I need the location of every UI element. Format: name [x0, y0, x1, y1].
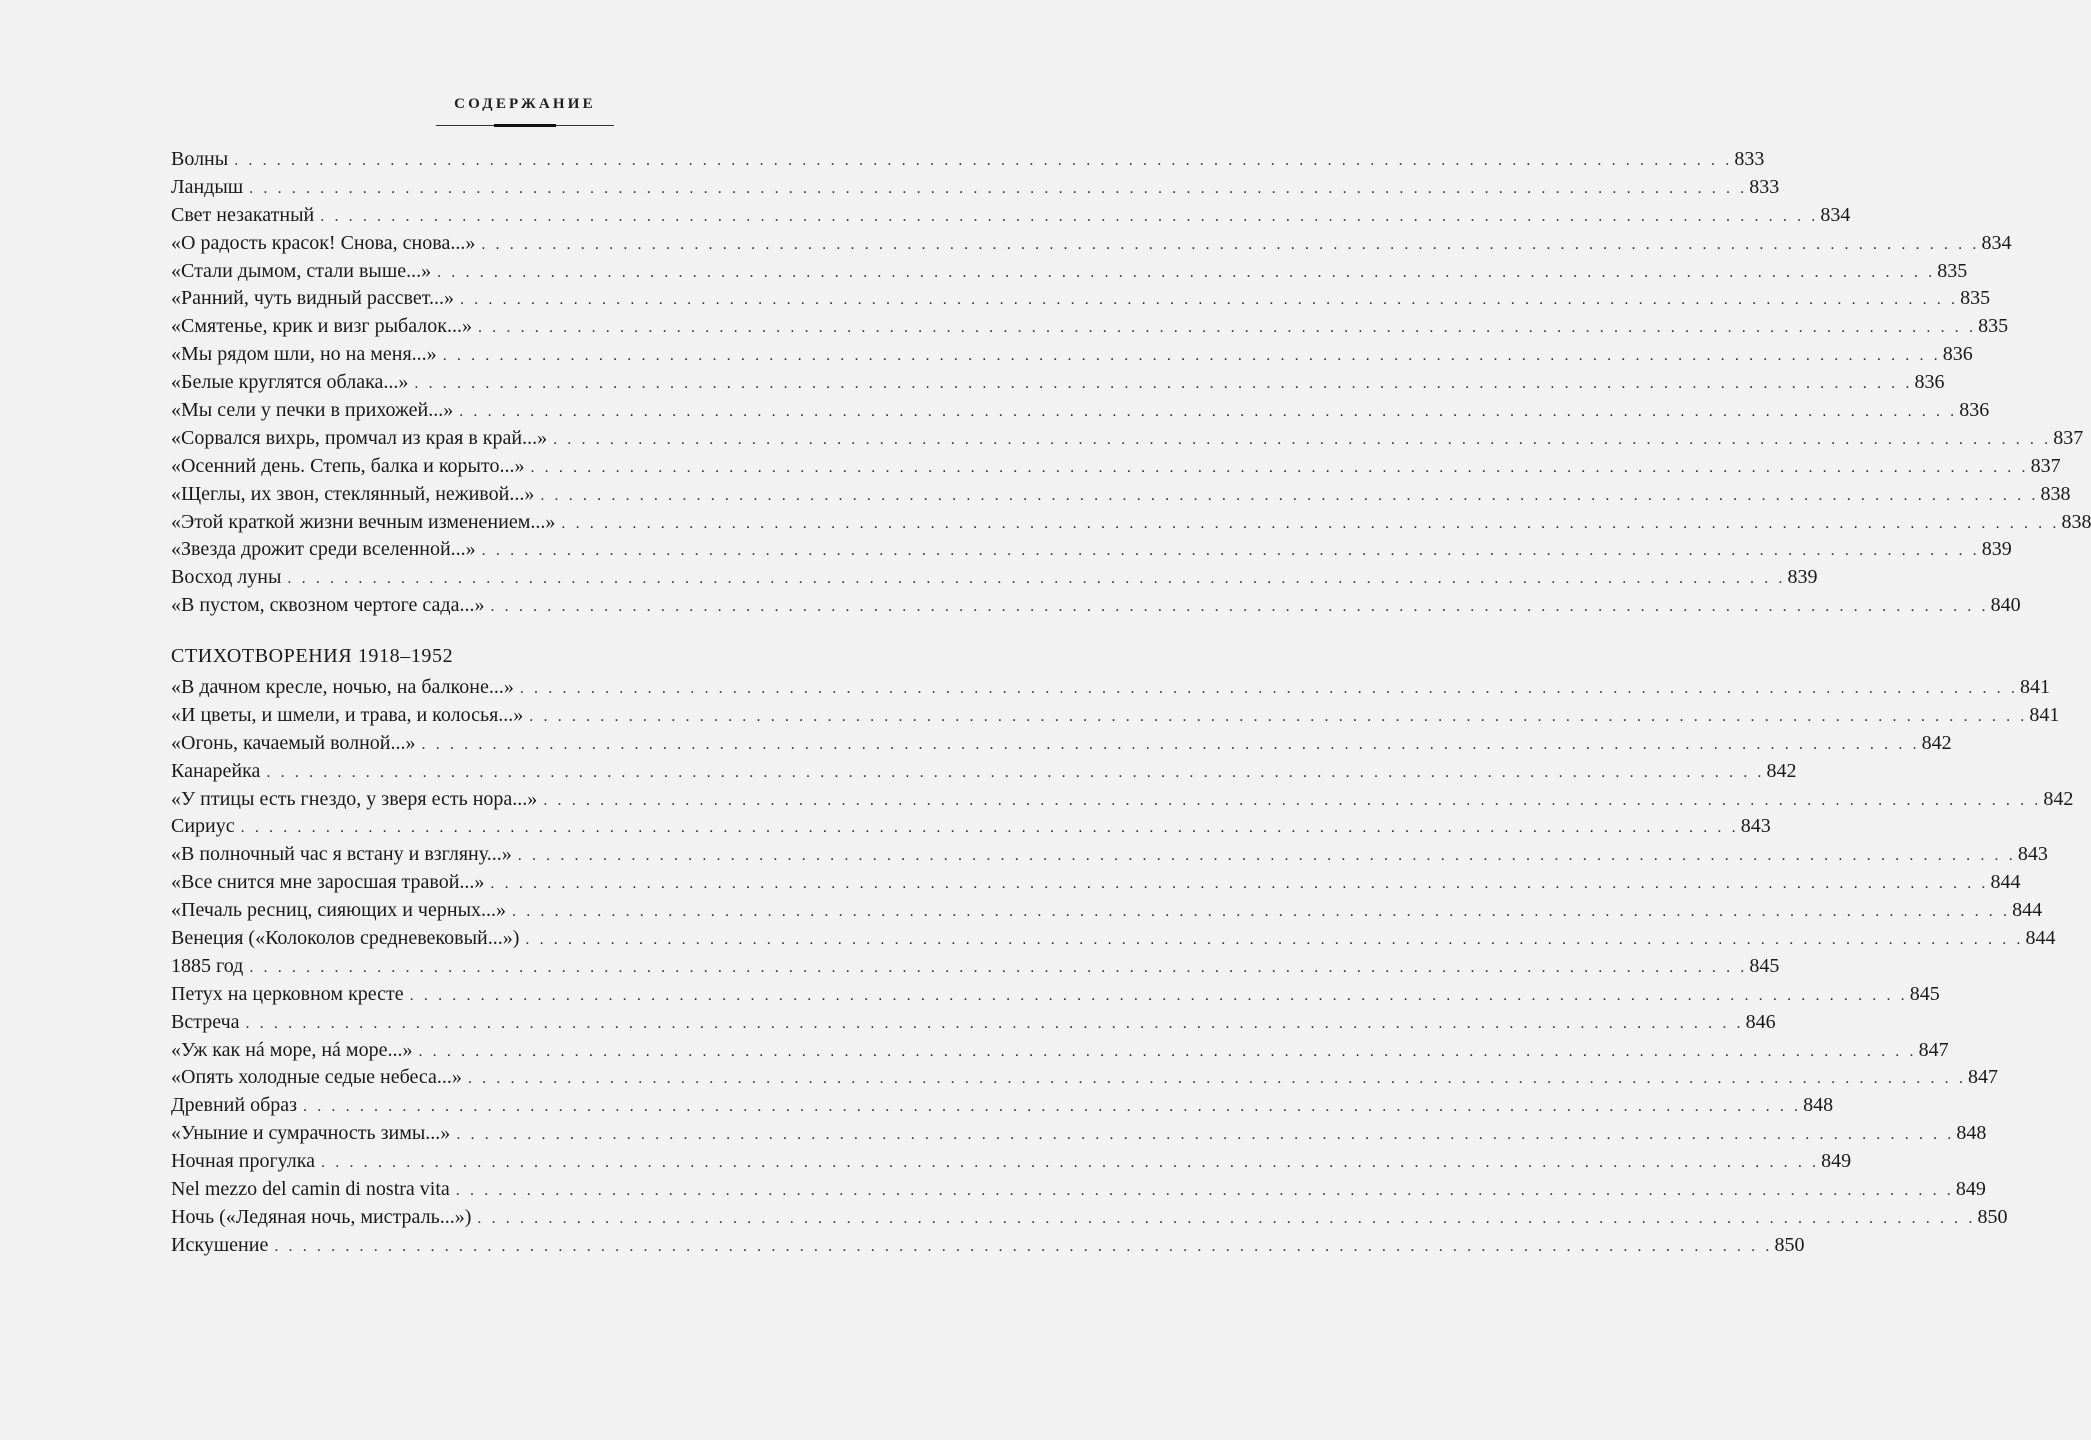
toc-entry-page: 833: [1749, 175, 1780, 198]
toc-leader-dots: . . . . . . . . . . . . . . . . . . . . . . . . . . . . . . . . . . . . . . . . . . . . . . . . . . . . . . . . . . . . . . . . . . . . . . . . . . . . . . . . . . . . . . . . . . . . . . . . . . . . . . . . . .: [467, 1070, 1966, 1088]
toc-entry-title: Петух на церковном кресте: [171, 982, 404, 1005]
toc-entry-page: 834: [1820, 203, 1851, 226]
toc-leader-dots: . . . . . . . . . . . . . . . . . . . . . . . . . . . . . . . . . . . . . . . . . . . . . . . . . . . . . . . . . . . . . . . . . . . . . . . . . . . . . . . . . . . . . . . . . . . . . . . . . . . . . . . . . .: [274, 1237, 1773, 1255]
toc-entry-page: 833: [1734, 148, 1765, 170]
toc-entry[interactable]: [171, 1064, 1998, 1092]
toc-entry-page: 835: [1978, 315, 2009, 338]
toc-entry[interactable]: [171, 841, 2048, 869]
toc-entry-page: 838: [2040, 482, 2071, 505]
toc-entry-title: «У птицы есть гнездо, у зверя есть нора...»: [171, 787, 538, 810]
toc-leader-dots: . . . . . . . . . . . . . . . . . . . . . . . . . . . . . . . . . . . . . . . . . . . . . . . . . . . . . . . . . . . . . . . . . . . . . . . . . . . . . . . . . . . . . . . . . . . . . . . . . . . . . . . . . .: [512, 903, 2011, 921]
toc-leader-dots: . . . . . . . . . . . . . . . . . . . . . . . . . . . . . . . . . . . . . . . . . . . . . . . . . . . . . . . . . . . . . . . . . . . . . . . . . . . . . . . . . . . . . . . . . . . . . . . . . . . . . . . . . .: [240, 819, 1739, 837]
toc-entry-page: 843: [2017, 843, 2048, 866]
underline-thick-rule: [494, 124, 556, 127]
toc-entry[interactable]: [171, 1232, 1805, 1260]
toc-entry-title: «О радость красок! Снова, снова...»: [171, 231, 476, 254]
page-title: СОДЕРЖАНИЕ: [454, 96, 596, 112]
toc-entry-title: «Смятенье, крик и визг рыбалок...»: [171, 315, 472, 338]
toc-entry[interactable]: [171, 425, 2084, 453]
toc-leader-dots: . . . . . . . . . . . . . . . . . . . . . . . . . . . . . . . . . . . . . . . . . . . . . . . . . . . . . . . . . . . . . . . . . . . . . . . . . . . . . . . . . . . . . . . . . . . . . . . . . . . . . . . . . .: [519, 680, 2018, 697]
toc-entry-page: 836: [1914, 371, 1945, 394]
toc-leader-dots: . . . . . . . . . . . . . . . . . . . . . . . . . . . . . . . . . . . . . . . . . . . . . . . . . . . . . . . . . . . . . . . . . . . . . . . . . . . . . . . . . . . . . . . . . . . . . . . . . . . . . . . . . .: [481, 235, 1980, 253]
toc-entry-page: 842: [2043, 787, 2074, 810]
toc-entry[interactable]: [171, 981, 1940, 1009]
toc-entry-title: Венеция («Колоколов средневековый...»): [171, 927, 520, 950]
toc-entry-page: 848: [1956, 1122, 1987, 1145]
toc-entry-page: 848: [1803, 1094, 1834, 1117]
toc-leader-dots: . . . . . . . . . . . . . . . . . . . . . . . . . . . . . . . . . . . . . . . . . . . . . . . . . . . . . . . . . . . . . . . . . . . . . . . . . . . . . . . . . . . . . . . . . . . . . . . . . . . . . . . . . .: [303, 1098, 1802, 1116]
toc-entry[interactable]: [171, 1204, 2008, 1232]
toc-leader-dots: . . . . . . . . . . . . . . . . . . . . . . . . . . . . . . . . . . . . . . . . . . . . . . . . . . . . . . . . . . . . . . . . . . . . . . . . . . . . . . . . . . . . . . . . . . . . . . . . . . . . . . . . . .: [234, 152, 1733, 169]
toc-entry[interactable]: [171, 397, 1990, 425]
toc-leader-dots: . . . . . . . . . . . . . . . . . . . . . . . . . . . . . . . . . . . . . . . . . . . . . . . . . . . . . . . . . . . . . . . . . . . . . . . . . . . . . . . . . . . . . . . . . . . . . . . . . . . . . . . . . .: [266, 763, 1765, 781]
toc-entry-title: «И цветы, и шмели, и трава, и колосья...»: [171, 703, 524, 726]
toc-leader-dots: . . . . . . . . . . . . . . . . . . . . . . . . . . . . . . . . . . . . . . . . . . . . . . . . . . . . . . . . . . . . . . . . . . . . . . . . . . . . . . . . . . . . . . . . . . . . . . . . . . . . . . . . . .: [456, 1126, 1955, 1144]
toc-entry-title: «Щеглы, их звон, стеклянный, неживой...»: [171, 482, 535, 505]
toc-entry-page: 842: [1766, 759, 1797, 782]
toc-entry-page: 836: [1942, 343, 1973, 366]
toc-entry-title: «Мы рядом шли, но на меня...»: [171, 343, 437, 366]
toc-leader-dots: . . . . . . . . . . . . . . . . . . . . . . . . . . . . . . . . . . . . . . . . . . . . . . . . . . . . . . . . . . . . . . . . . . . . . . . . . . . . . . . . . . . . . . . . . . . . . . . . . . . . . . . . . .: [442, 347, 1941, 365]
toc-entry-title: «Ранний, чуть видный рассвет...»: [171, 287, 454, 310]
toc-leader-dots: . . . . . . . . . . . . . . . . . . . . . . . . . . . . . . . . . . . . . . . . . . . . . . . . . . . . . . . . . . . . . . . . . . . . . . . . . . . . . . . . . . . . . . . . . . . . . . . . . . . . . . . . . .: [477, 319, 1977, 337]
toc-entry[interactable]: [171, 564, 1818, 592]
toc-entry-title: «Осенний день. Степь, балка и корыто...»: [171, 454, 525, 477]
toc-entry-page: 845: [1909, 982, 1940, 1005]
toc-entry-title: Восход луны: [171, 566, 282, 589]
toc-leader-dots: . . . . . . . . . . . . . . . . . . . . . . . . . . . . . . . . . . . . . . . . . . . . . . . . . . . . . . . . . . . . . . . . . . . . . . . . . . . . . . . . . . . . . . . . . . . . . . . . . . . . . . . . . .: [553, 430, 2052, 448]
toc-entry-title: Ночная прогулка: [171, 1150, 316, 1173]
toc-entry[interactable]: [171, 536, 2012, 564]
toc-entry[interactable]: [171, 146, 1765, 174]
toc-entry[interactable]: [171, 1176, 1986, 1204]
toc-entry-title: Искушение: [171, 1233, 269, 1256]
toc-entry-title: «Опять холодные седые небеса...»: [171, 1066, 462, 1089]
toc-entry-title: «В пустом, сквозном чертоге сада...»: [171, 594, 485, 617]
toc-entry-page: 850: [1774, 1233, 1805, 1256]
toc-entry-title: «Этой краткой жизни вечным изменением...»: [171, 510, 556, 533]
toc-entry[interactable]: [171, 1009, 1776, 1037]
toc-entry-page: 842: [1921, 731, 1952, 754]
toc-entry[interactable]: [171, 481, 2071, 509]
toc-entry-page: 839: [1981, 538, 2012, 561]
toc-entry-title: «Стали дымом, стали выше...»: [171, 259, 432, 282]
toc-entry-title: «Все снится мне заросшая травой...»: [171, 871, 485, 894]
toc-entry[interactable]: [171, 202, 1851, 230]
toc-leader-dots: . . . . . . . . . . . . . . . . . . . . . . . . . . . . . . . . . . . . . . . . . . . . . . . . . . . . . . . . . . . . . . . . . . . . . . . . . . . . . . . . . . . . . . . . . . . . . . . . . . . . . . . . . .: [477, 1209, 1976, 1227]
toc-entry-title: «Уныние и сумрачность зимы...»: [171, 1122, 451, 1145]
page-header: [436, 94, 614, 129]
toc-leader-dots: . . . . . . . . . . . . . . . . . . . . . . . . . . . . . . . . . . . . . . . . . . . . . . . . . . . . . . . . . . . . . . . . . . . . . . . . . . . . . . . . . . . . . . . . . . . . . . . . . . . . . . . . . .: [418, 1042, 1917, 1060]
toc-entry-title: Древний образ: [171, 1094, 298, 1117]
toc-entry[interactable]: [171, 341, 1973, 369]
toc-leader-dots: . . . . . . . . . . . . . . . . . . . . . . . . . . . . . . . . . . . . . . . . . . . . . . . . . . . . . . . . . . . . . . . . . . . . . . . . . . . . . . . . . . . . . . . . . . . . . . . . . . . . . . . . . .: [540, 486, 2039, 504]
toc-entry-title: Сириус: [171, 815, 235, 838]
toc-entry[interactable]: [171, 813, 1771, 841]
toc-leader-dots: . . . . . . . . . . . . . . . . . . . . . . . . . . . . . . . . . . . . . . . . . . . . . . . . . . . . . . . . . . . . . . . . . . . . . . . . . . . . . . . . . . . . . . . . . . . . . . . . . . . . . . . . . .: [525, 931, 2024, 949]
toc-entry[interactable]: [171, 702, 2060, 730]
toc-entry-title: «В дачном кресле, ночью, на балконе...»: [171, 676, 514, 698]
toc-entry[interactable]: [171, 174, 1780, 202]
toc-entry-title: «Сорвался вихрь, промчал из края в край...»: [171, 426, 548, 449]
toc-entry[interactable]: [171, 897, 2043, 925]
section-heading: СТИХОТВОРЕНИЯ 1918–1952: [171, 645, 454, 667]
toc-entry[interactable]: [171, 1092, 1834, 1120]
toc-entry-page: 847: [1918, 1038, 1949, 1061]
toc-leader-dots: . . . . . . . . . . . . . . . . . . . . . . . . . . . . . . . . . . . . . . . . . . . . . . . . . . . . . . . . . . . . . . . . . . . . . . . . . . . . . . . . . . . . . . . . . . . . . . . . . . . . . . . . . .: [529, 707, 2028, 725]
toc-entry[interactable]: [171, 730, 1952, 758]
toc-entry-page: 843: [1740, 815, 1771, 838]
toc-entry[interactable]: [171, 230, 2012, 258]
toc-entry-page: 836: [1959, 399, 1990, 422]
toc-entry-page: 845: [1749, 954, 1780, 977]
toc-entry[interactable]: [171, 285, 1991, 313]
toc-leader-dots: . . . . . . . . . . . . . . . . . . . . . . . . . . . . . . . . . . . . . . . . . . . . . . . . . . . . . . . . . . . . . . . . . . . . . . . . . . . . . . . . . . . . . . . . . . . . . . . . . . . . . . . . . .: [245, 1014, 1744, 1032]
toc-entry[interactable]: [171, 953, 1780, 981]
toc-entry[interactable]: [171, 758, 1797, 786]
toc-entry-page: 844: [1990, 871, 2021, 894]
toc-entry[interactable]: [171, 313, 2009, 341]
toc-entry[interactable]: [171, 258, 1968, 286]
toc-leader-dots: . . . . . . . . . . . . . . . . . . . . . . . . . . . . . . . . . . . . . . . . . . . . . . . . . . . . . . . . . . . . . . . . . . . . . . . . . . . . . . . . . . . . . . . . . . . . . . . . . . . . . . . . . .: [459, 403, 1958, 421]
toc-entry-page: 834: [1981, 231, 2012, 254]
toc-list-second: [171, 674, 2074, 1260]
toc-entry-page: 840: [1990, 594, 2021, 617]
toc-leader-dots: . . . . . . . . . . . . . . . . . . . . . . . . . . . . . . . . . . . . . . . . . . . . . . . . . . . . . . . . . . . . . . . . . . . . . . . . . . . . . . . . . . . . . . . . . . . . . . . . . . . . . . . . . .: [481, 542, 1980, 560]
toc-entry-title: 1885 год: [171, 954, 244, 977]
toc-entry[interactable]: [171, 1037, 1949, 1065]
toc-entry-title: Встреча: [171, 1010, 240, 1033]
toc-entry-page: 846: [1745, 1010, 1776, 1033]
toc-leader-dots: . . . . . . . . . . . . . . . . . . . . . . . . . . . . . . . . . . . . . . . . . . . . . . . . . . . . . . . . . . . . . . . . . . . . . . . . . . . . . . . . . . . . . . . . . . . . . . . . . . . . . . . . . .: [409, 986, 1908, 1004]
toc-entry-page: 841: [2019, 676, 2050, 698]
toc-entry-title: Nel mezzo del camin di nostra vita: [171, 1178, 450, 1201]
toc-list-first: [171, 146, 2091, 620]
toc-leader-dots: . . . . . . . . . . . . . . . . . . . . . . . . . . . . . . . . . . . . . . . . . . . . . . . . . . . . . . . . . . . . . . . . . . . . . . . . . . . . . . . . . . . . . . . . . . . . . . . . . . . . . . . . . .: [455, 1182, 1954, 1200]
toc-leader-dots: . . . . . . . . . . . . . . . . . . . . . . . . . . . . . . . . . . . . . . . . . . . . . . . . . . . . . . . . . . . . . . . . . . . . . . . . . . . . . . . . . . . . . . . . . . . . . . . . . . . . . . . . . .: [320, 207, 1819, 225]
toc-leader-dots: . . . . . . . . . . . . . . . . . . . . . . . . . . . . . . . . . . . . . . . . . . . . . . . . . . . . . . . . . . . . . . . . . . . . . . . . . . . . . . . . . . . . . . . . . . . . . . . . . . . . . . . . . .: [530, 458, 2029, 476]
toc-entry-page: 844: [2025, 927, 2056, 950]
toc-entry-page: 835: [1937, 259, 1968, 282]
toc-entry-page: 849: [1821, 1150, 1852, 1173]
toc-entry[interactable]: [171, 369, 1945, 397]
toc-entry-title: «Печаль ресниц, сияющих и черных...»: [171, 899, 506, 922]
toc-entry-page: 835: [1960, 287, 1991, 310]
toc-entry-title: «Уж как нá море, нá море...»: [171, 1038, 413, 1061]
toc-leader-dots: . . . . . . . . . . . . . . . . . . . . . . . . . . . . . . . . . . . . . . . . . . . . . . . . . . . . . . . . . . . . . . . . . . . . . . . . . . . . . . . . . . . . . . . . . . . . . . . . . . . . . . . . . .: [459, 291, 1959, 309]
toc-leader-dots: . . . . . . . . . . . . . . . . . . . . . . . . . . . . . . . . . . . . . . . . . . . . . . . . . . . . . . . . . . . . . . . . . . . . . . . . . . . . . . . . . . . . . . . . . . . . . . . . . . . . . . . . . .: [249, 179, 1748, 197]
toc-entry-page: 841: [2029, 703, 2060, 726]
toc-entry[interactable]: [171, 869, 2021, 897]
toc-entry-page: 839: [1787, 566, 1818, 589]
toc-entry-title: Свет незакатный: [171, 203, 315, 226]
toc-entry-page: 850: [1977, 1205, 2008, 1228]
toc-leader-dots: . . . . . . . . . . . . . . . . . . . . . . . . . . . . . . . . . . . . . . . . . . . . . . . . . . . . . . . . . . . . . . . . . . . . . . . . . . . . . . . . . . . . . . . . . . . . . . . . . . . . . . . . . .: [249, 958, 1748, 976]
toc-entry[interactable]: [171, 453, 2061, 481]
toc-entry[interactable]: [171, 925, 2056, 953]
toc-entry[interactable]: [171, 786, 2074, 814]
toc-entry-title: «В полночный час я встану и взгляну...»: [171, 843, 512, 866]
toc-entry-title: Ночь («Ледяная ночь, мистраль...»): [171, 1205, 472, 1228]
toc-leader-dots: . . . . . . . . . . . . . . . . . . . . . . . . . . . . . . . . . . . . . . . . . . . . . . . . . . . . . . . . . . . . . . . . . . . . . . . . . . . . . . . . . . . . . . . . . . . . . . . . . . . . . . . . . .: [421, 735, 1920, 753]
toc-entry-page: 837: [2053, 426, 2084, 449]
toc-leader-dots: . . . . . . . . . . . . . . . . . . . . . . . . . . . . . . . . . . . . . . . . . . . . . . . . . . . . . . . . . . . . . . . . . . . . . . . . . . . . . . . . . . . . . . . . . . . . . . . . . . . . . . . . . .: [437, 263, 1936, 281]
toc-leader-dots: . . . . . . . . . . . . . . . . . . . . . . . . . . . . . . . . . . . . . . . . . . . . . . . . . . . . . . . . . . . . . . . . . . . . . . . . . . . . . . . . . . . . . . . . . . . . . . . . . . . . . . . . . .: [321, 1154, 1820, 1172]
toc-entry-title: Канарейка: [171, 759, 261, 782]
toc-entry-title: «Звезда дрожит среди вселенной...»: [171, 538, 476, 561]
toc-entry-page: 849: [1955, 1178, 1986, 1201]
toc-entry-page: 844: [2012, 899, 2043, 922]
toc-entry-page: 847: [1967, 1066, 1998, 1089]
toc-leader-dots: . . . . . . . . . . . . . . . . . . . . . . . . . . . . . . . . . . . . . . . . . . . . . . . . . . . . . . . . . . . . . . . . . . . . . . . . . . . . . . . . . . . . . . . . . . . . . . . . . . . . . . . . . .: [561, 514, 2060, 532]
toc-entry[interactable]: [171, 592, 2021, 620]
toc-entry-title: Ландыш: [171, 175, 244, 198]
toc-entry[interactable]: [171, 674, 2050, 702]
toc-leader-dots: . . . . . . . . . . . . . . . . . . . . . . . . . . . . . . . . . . . . . . . . . . . . . . . . . . . . . . . . . . . . . . . . . . . . . . . . . . . . . . . . . . . . . . . . . . . . . . . . . . . . . . . . . .: [490, 875, 1989, 893]
toc-entry-title: «Огонь, качаемый волной...»: [171, 731, 416, 754]
toc-leader-dots: . . . . . . . . . . . . . . . . . . . . . . . . . . . . . . . . . . . . . . . . . . . . . . . . . . . . . . . . . . . . . . . . . . . . . . . . . . . . . . . . . . . . . . . . . . . . . . . . . . . . . . . . . .: [490, 598, 1989, 616]
toc-entry-title: Волны: [171, 148, 229, 170]
title-underline: [436, 123, 614, 129]
toc-entry-title: «Мы сели у печки в прихожей...»: [171, 399, 454, 422]
toc-entry[interactable]: [171, 509, 2091, 537]
toc-entry-page: 837: [2030, 454, 2061, 477]
toc-entry[interactable]: [171, 1120, 1987, 1148]
toc-leader-dots: . . . . . . . . . . . . . . . . . . . . . . . . . . . . . . . . . . . . . . . . . . . . . . . . . . . . . . . . . . . . . . . . . . . . . . . . . . . . . . . . . . . . . . . . . . . . . . . . . . . . . . . . . .: [414, 375, 1913, 393]
toc-leader-dots: . . . . . . . . . . . . . . . . . . . . . . . . . . . . . . . . . . . . . . . . . . . . . . . . . . . . . . . . . . . . . . . . . . . . . . . . . . . . . . . . . . . . . . . . . . . . . . . . . . . . . . . . . .: [287, 570, 1786, 588]
toc-entry-title: «Белые круглятся облака...»: [171, 371, 409, 394]
toc-leader-dots: . . . . . . . . . . . . . . . . . . . . . . . . . . . . . . . . . . . . . . . . . . . . . . . . . . . . . . . . . . . . . . . . . . . . . . . . . . . . . . . . . . . . . . . . . . . . . . . . . . . . . . . . . .: [517, 847, 2016, 865]
toc-leader-dots: . . . . . . . . . . . . . . . . . . . . . . . . . . . . . . . . . . . . . . . . . . . . . . . . . . . . . . . . . . . . . . . . . . . . . . . . . . . . . . . . . . . . . . . . . . . . . . . . . . . . . . . . . .: [543, 791, 2042, 809]
toc-entry[interactable]: [171, 1148, 1852, 1176]
toc-entry-page: 838: [2061, 510, 2091, 533]
